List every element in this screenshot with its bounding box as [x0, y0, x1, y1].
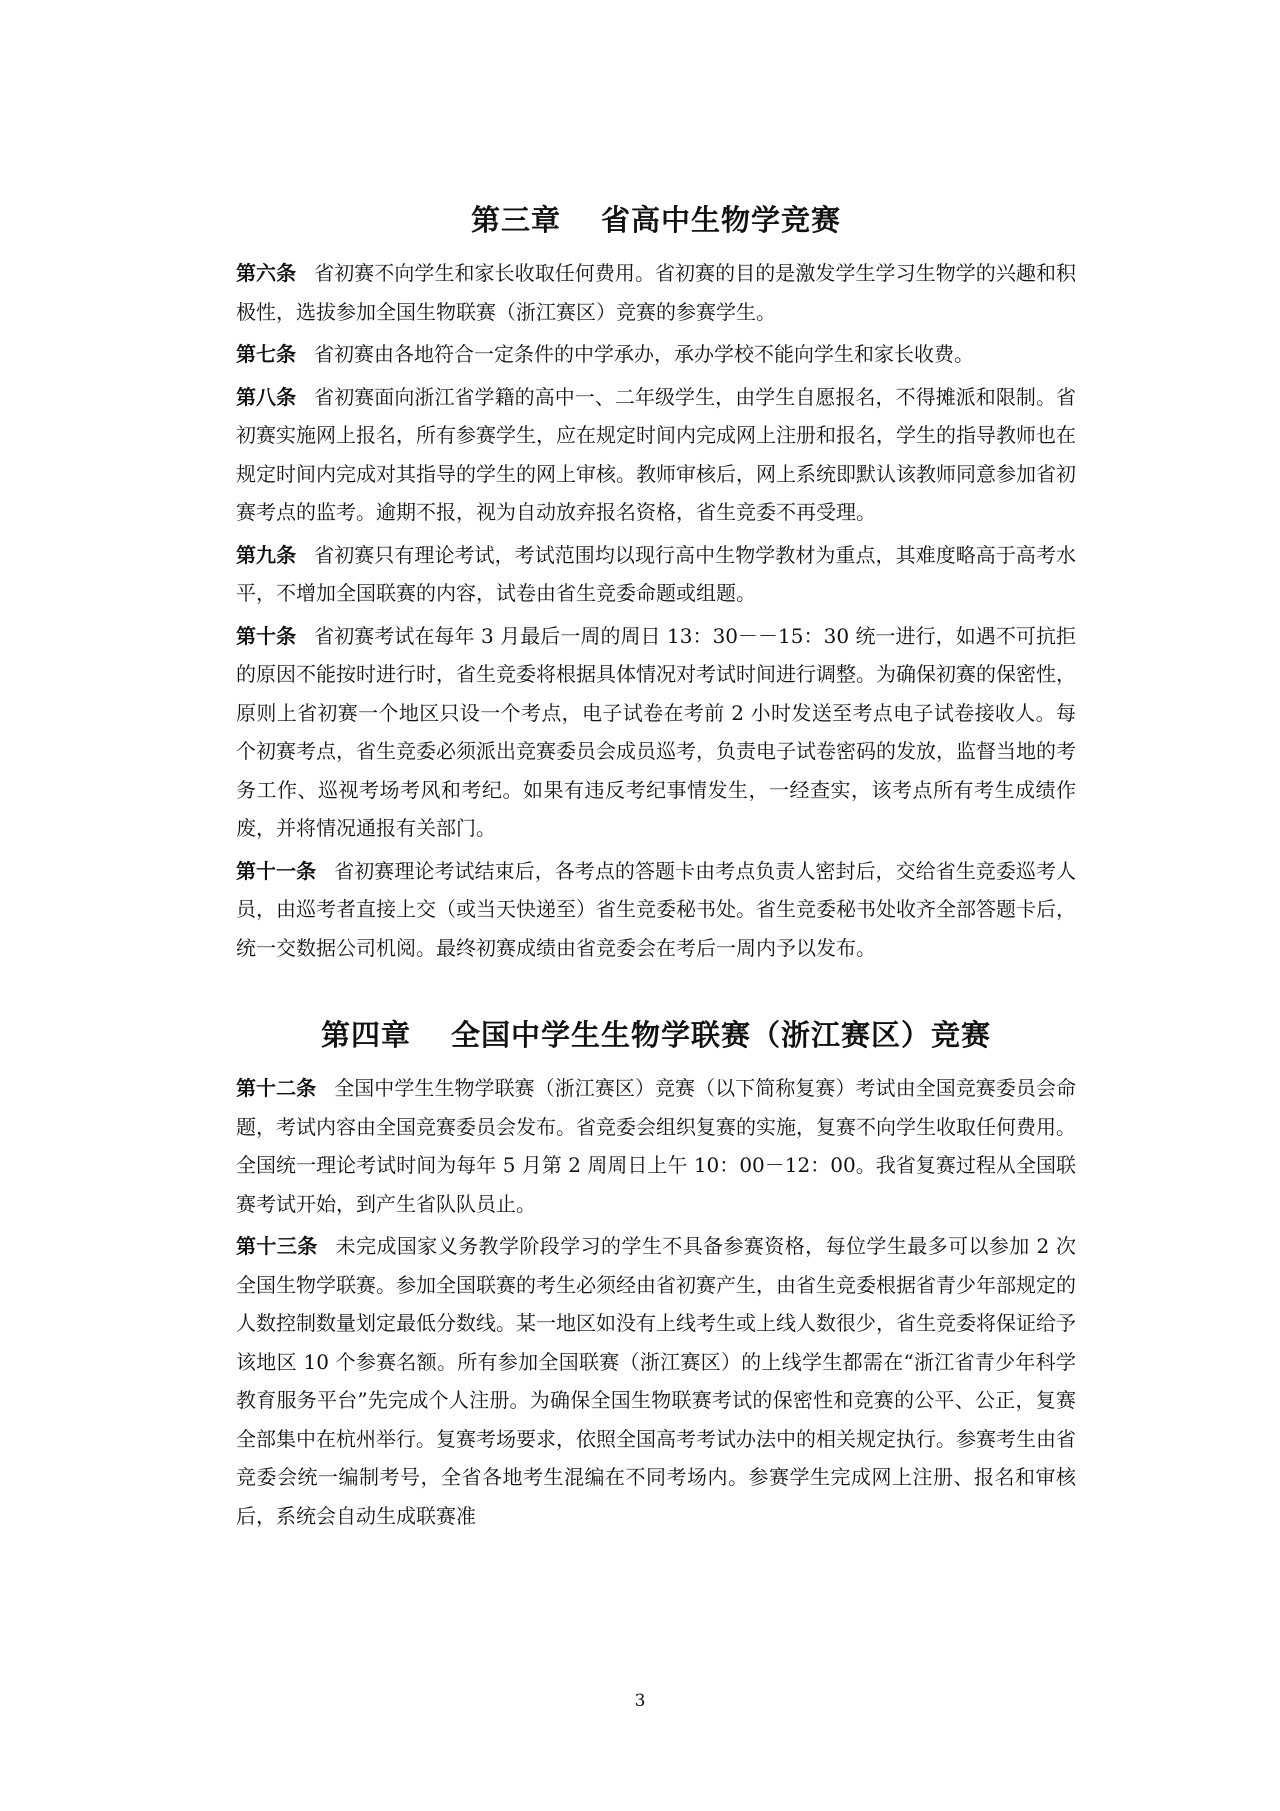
article-label: 第十条 [236, 623, 297, 648]
article-8 [236, 378, 1076, 532]
article-text: 全国中学生生物学联赛（浙江赛区）竞赛（以下简称复赛）考试由全国竞赛委员会命题，考试内容由全国竞赛委员会发布。省竞委会组织复赛的实施，复赛不向学生收取任何费用。全国统一理论考试时间为每年 5 月第 2 周周日上午 10：00－12：00。我省复赛过程从全国联赛考试开始，到产生省队队员止。 [236, 1076, 1077, 1216]
article-7 [236, 335, 1076, 374]
chapter-3-title: 省高中生物学竞赛 [601, 203, 842, 237]
article-label: 第六条 [236, 261, 297, 285]
article-label: 第十三条 [236, 1234, 318, 1258]
article-9 [236, 536, 1076, 613]
article-label: 第十一条 [236, 858, 317, 883]
article-text: 省初赛不向学生和家长收取任何费用。省初赛的目的是激发学生学习生物学的兴趣和积极性，选拔参加全国生物联赛（浙江赛区）竞赛的参赛学生。 [236, 261, 1077, 324]
chapter-4-title: 全国中学生生物学联赛（浙江赛区）竞赛 [451, 1018, 992, 1052]
document-page [236, 200, 1076, 1539]
chapter-4-heading [236, 1015, 1076, 1055]
chapter-3-number: 第三章 [470, 203, 561, 237]
article-10 [236, 617, 1076, 848]
article-text: 省初赛理论考试结束后，各考点的答题卡由考点负责人密封后，交给省生竞委巡考人员，由巡考者直接上交（或当天快递至）省生竞委秘书处。省生竞委秘书处收齐全部答题卡后，统一交数据公司机阅。最终初赛成绩由省竞委会在考后一周内予以发布。 [236, 858, 1077, 960]
article-text: 未完成国家义务教学阶段学习的学生不具备参赛资格，每位学生最多可以参加 2 次全国生物学联赛。参加全国联赛的考生必须经由省初赛产生，由省生竞委根据省青少年部规定的人数控制数量划定最低分数线。某一地区如没有上线考生或上线人数很少，省生竞委将保证给予该地区 10 个参赛名额。所有参加全国联赛（浙江赛区）的上线学生都需在“浙江省青少年科学教育服务平台”先完成个人注册。为确保全国生物联赛考试的保密性和竞赛的公平、公正，复赛全部集中在杭州举行。复赛考场要求，依照全国高考考试办法中的相关规定执行。参赛考生由省竞委会统一编制考号，全省各地考生混编在不同考场内。参赛学生完成网上注册、报名和审核后，系统会自动生成联赛准 [236, 1234, 1076, 1528]
page-number: 3 [634, 1691, 646, 1711]
article-13 [236, 1227, 1076, 1535]
article-text: 省初赛只有理论考试，考试范围均以现行高中生物学教材为重点，其难度略高于高考水平，不增加全国联赛的内容，试卷由省生竞委命题或组题。 [236, 542, 1077, 605]
article-text: 省初赛由各地符合一定条件的中学承办，承办学校不能向学生和家长收费。 [314, 342, 974, 366]
article-11 [236, 852, 1076, 968]
article-12 [236, 1069, 1076, 1223]
article-6 [236, 254, 1076, 331]
article-label: 第九条 [236, 542, 297, 567]
article-label: 第七条 [236, 342, 296, 366]
chapter-4-number: 第四章 [320, 1018, 411, 1052]
article-label: 第十二条 [236, 1076, 317, 1100]
article-label: 第八条 [236, 384, 297, 409]
article-text: 省初赛面向浙江省学籍的高中一、二年级学生，由学生自愿报名，不得摊派和限制。省初赛实施网上报名，所有参赛学生，应在规定时间内完成网上注册和报名，学生的指导教师也在规定时间内完成对其指导的学生的网上审核。教师审核后，网上系统即默认该教师同意参加省初赛考点的监考。逾期不报，视为自动放弃报名资格，省生竞委不再受理。 [236, 384, 1077, 524]
chapter-3-heading [236, 200, 1076, 240]
article-text: 省初赛考试在每年 3 月最后一周的周日 13：30－－15：30 统一进行，如遇不可抗拒的原因不能按时进行时，省生竞委将根据具体情况对考试时间进行调整。为确保初赛的保密性，原则上省初赛一个地区只设一个考点，电子试卷在考前 2 小时发送至考点电子试卷接收人。每个初赛考点，省生竞委必须派出竞赛委员会成员巡考，负责电子试卷密码的发放，监督当地的考务工作、巡视考场考风和考纪。如果有违反考纪事情发生，一经查实，该考点所有考生成绩作废，并将情况通报有关部门。 [236, 623, 1077, 840]
